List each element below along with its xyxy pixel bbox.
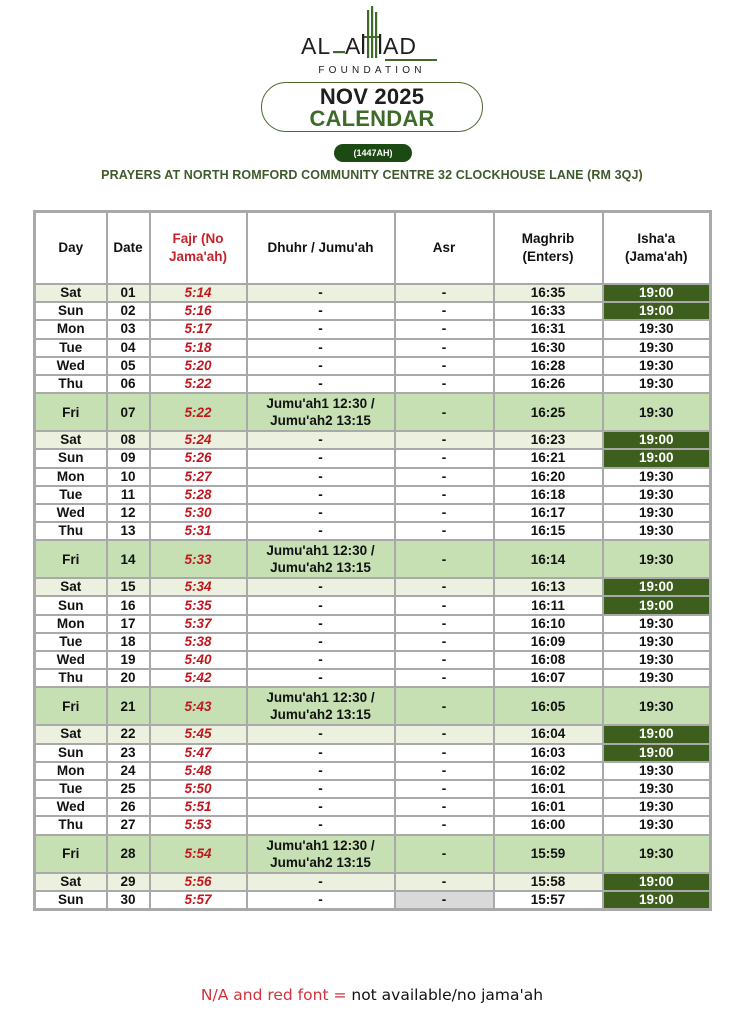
table-row xyxy=(35,284,711,302)
table-row xyxy=(35,687,711,725)
cell-asr: - xyxy=(395,615,494,633)
cell-asr: - xyxy=(395,578,494,596)
cell-maghrib: 16:28 xyxy=(494,357,603,375)
cell-asr: - xyxy=(395,873,494,891)
cell-isha: 19:30 xyxy=(603,687,711,725)
table-row xyxy=(35,393,711,431)
cell-dhuhr: - xyxy=(247,596,395,614)
table-row xyxy=(35,540,711,578)
column-header-dhuhr: Dhuhr / Jumu'ah xyxy=(247,212,395,285)
cell-isha: 19:30 xyxy=(603,468,711,486)
table-row xyxy=(35,873,711,891)
column-header-fajr xyxy=(150,212,247,285)
cell-dhuhr: - xyxy=(247,725,395,743)
calendar-title: CALENDAR xyxy=(309,106,435,131)
table-row xyxy=(35,578,711,596)
cell-date: 27 xyxy=(107,816,150,834)
cell-maghrib: 16:31 xyxy=(494,320,603,338)
cell-fajr: 5:40 xyxy=(150,651,247,669)
cell-fajr: 5:24 xyxy=(150,431,247,449)
cell-asr: - xyxy=(395,744,494,762)
cell-maghrib: 16:20 xyxy=(494,468,603,486)
cell-fajr: 5:27 xyxy=(150,468,247,486)
cell-maghrib: 16:03 xyxy=(494,744,603,762)
cell-maghrib: 16:02 xyxy=(494,762,603,780)
cell-date: 30 xyxy=(107,891,150,910)
legend-black-text: not available/no jama'ah xyxy=(351,986,544,1004)
cell-maghrib: 16:30 xyxy=(494,339,603,357)
cell-maghrib: 16:09 xyxy=(494,633,603,651)
cell-asr: - xyxy=(395,486,494,504)
cell-isha: 19:30 xyxy=(603,375,711,393)
cell-isha: 19:30 xyxy=(603,835,711,873)
cell-maghrib: 16:00 xyxy=(494,816,603,834)
cell-dhuhr: - xyxy=(247,339,395,357)
cell-asr: - xyxy=(395,431,494,449)
cell-day: Mon xyxy=(35,762,107,780)
cell-day: Thu xyxy=(35,669,107,687)
table-row xyxy=(35,615,711,633)
column-header-asr: Asr xyxy=(395,212,494,285)
cell-asr: - xyxy=(395,339,494,357)
cell-isha: 19:00 xyxy=(603,431,711,449)
cell-date: 07 xyxy=(107,393,150,431)
cell-isha: 19:30 xyxy=(603,320,711,338)
cell-isha: 19:00 xyxy=(603,744,711,762)
cell-maghrib: 16:14 xyxy=(494,540,603,578)
cell-fajr: 5:56 xyxy=(150,873,247,891)
cell-fajr: 5:38 xyxy=(150,633,247,651)
table-row xyxy=(35,320,711,338)
cell-day: Sun xyxy=(35,596,107,614)
cell-fajr: 5:31 xyxy=(150,522,247,540)
cell-maghrib: 16:15 xyxy=(494,522,603,540)
cell-date: 23 xyxy=(107,744,150,762)
cell-isha: 19:30 xyxy=(603,393,711,431)
table-body xyxy=(35,284,711,909)
prayer-timetable xyxy=(33,210,712,911)
cell-dhuhr: - xyxy=(247,284,395,302)
cell-fajr: 5:43 xyxy=(150,687,247,725)
cell-date: 29 xyxy=(107,873,150,891)
cell-day: Thu xyxy=(35,522,107,540)
cell-day: Fri xyxy=(35,393,107,431)
column-header-day: Day xyxy=(35,212,107,285)
cell-maghrib: 15:59 xyxy=(494,835,603,873)
cell-day: Sat xyxy=(35,725,107,743)
cell-maghrib: 16:07 xyxy=(494,669,603,687)
cell-maghrib: 16:21 xyxy=(494,449,603,467)
cell-day: Tue xyxy=(35,339,107,357)
cell-asr: - xyxy=(395,540,494,578)
cell-date: 15 xyxy=(107,578,150,596)
cell-isha: 19:00 xyxy=(603,596,711,614)
table-row xyxy=(35,633,711,651)
cell-dhuhr: - xyxy=(247,744,395,762)
cell-asr: - xyxy=(395,835,494,873)
cell-day: Fri xyxy=(35,687,107,725)
legend-note xyxy=(0,986,744,1004)
table-row xyxy=(35,891,711,910)
cell-day: Thu xyxy=(35,375,107,393)
cell-asr: - xyxy=(395,449,494,467)
cell-asr: - xyxy=(395,687,494,725)
table-row xyxy=(35,449,711,467)
svg-text:A: A xyxy=(345,33,361,59)
cell-isha: 19:00 xyxy=(603,725,711,743)
cell-asr: - xyxy=(395,357,494,375)
cell-date: 12 xyxy=(107,504,150,522)
cell-dhuhr: Jumu'ah1 12:30 / Jumu'ah2 13:15 xyxy=(247,687,395,725)
cell-date: 04 xyxy=(107,339,150,357)
cell-fajr: 5:30 xyxy=(150,504,247,522)
cell-isha: 19:00 xyxy=(603,302,711,320)
cell-date: 20 xyxy=(107,669,150,687)
cell-day: Sun xyxy=(35,449,107,467)
cell-date: 17 xyxy=(107,615,150,633)
cell-fajr: 5:16 xyxy=(150,302,247,320)
cell-maghrib: 16:04 xyxy=(494,725,603,743)
cell-day: Sat xyxy=(35,578,107,596)
cell-fajr: 5:28 xyxy=(150,486,247,504)
cell-maghrib: 15:58 xyxy=(494,873,603,891)
fajr-header-text: Fajr (No Jama'ah) xyxy=(169,231,227,264)
cell-fajr: 5:42 xyxy=(150,669,247,687)
cell-fajr: 5:35 xyxy=(150,596,247,614)
table-row xyxy=(35,339,711,357)
cell-isha: 19:00 xyxy=(603,449,711,467)
cell-day: Sun xyxy=(35,302,107,320)
cell-dhuhr: - xyxy=(247,633,395,651)
cell-maghrib: 16:13 xyxy=(494,578,603,596)
table-row xyxy=(35,669,711,687)
table-row xyxy=(35,780,711,798)
table-row xyxy=(35,468,711,486)
table-row xyxy=(35,504,711,522)
cell-isha: 19:30 xyxy=(603,504,711,522)
cell-isha: 19:30 xyxy=(603,339,711,357)
cell-dhuhr: Jumu'ah1 12:30 / Jumu'ah2 13:15 xyxy=(247,393,395,431)
cell-fajr: 5:53 xyxy=(150,816,247,834)
cell-isha: 19:30 xyxy=(603,615,711,633)
cell-isha: 19:30 xyxy=(603,669,711,687)
cell-fajr: 5:33 xyxy=(150,540,247,578)
cell-dhuhr: Jumu'ah1 12:30 / Jumu'ah2 13:15 xyxy=(247,540,395,578)
cell-day: Mon xyxy=(35,615,107,633)
cell-isha: 19:00 xyxy=(603,284,711,302)
cell-dhuhr: Jumu'ah1 12:30 / Jumu'ah2 13:15 xyxy=(247,835,395,873)
al-ahad-logo-mark xyxy=(297,6,447,78)
cell-maghrib: 16:25 xyxy=(494,393,603,431)
cell-dhuhr: - xyxy=(247,651,395,669)
hijri-year-badge: (1447AH) xyxy=(334,144,412,162)
cell-date: 08 xyxy=(107,431,150,449)
cell-fajr: 5:47 xyxy=(150,744,247,762)
cell-asr: - xyxy=(395,468,494,486)
cell-maghrib: 16:01 xyxy=(494,798,603,816)
cell-day: Wed xyxy=(35,504,107,522)
table-row xyxy=(35,375,711,393)
svg-text:FOUNDATION: FOUNDATION xyxy=(318,65,426,76)
cell-day: Fri xyxy=(35,540,107,578)
table-row xyxy=(35,651,711,669)
cell-asr: - xyxy=(395,780,494,798)
cell-day: Wed xyxy=(35,651,107,669)
cell-dhuhr: - xyxy=(247,798,395,816)
cell-dhuhr: - xyxy=(247,578,395,596)
cell-date: 02 xyxy=(107,302,150,320)
cell-asr: - xyxy=(395,375,494,393)
cell-fajr: 5:51 xyxy=(150,798,247,816)
cell-day: Wed xyxy=(35,357,107,375)
cell-dhuhr: - xyxy=(247,891,395,910)
cell-day: Tue xyxy=(35,780,107,798)
cell-dhuhr: - xyxy=(247,375,395,393)
table-row xyxy=(35,357,711,375)
cell-dhuhr: - xyxy=(247,762,395,780)
cell-maghrib: 16:17 xyxy=(494,504,603,522)
cell-dhuhr: - xyxy=(247,449,395,467)
cell-day: Wed xyxy=(35,798,107,816)
cell-asr: - xyxy=(395,504,494,522)
svg-text:AL: AL xyxy=(301,33,332,59)
cell-asr: - xyxy=(395,816,494,834)
cell-dhuhr: - xyxy=(247,873,395,891)
cell-asr: - xyxy=(395,798,494,816)
cell-date: 03 xyxy=(107,320,150,338)
cell-maghrib: 16:05 xyxy=(494,687,603,725)
cell-fajr: 5:34 xyxy=(150,578,247,596)
cell-fajr: 5:50 xyxy=(150,780,247,798)
table-row xyxy=(35,486,711,504)
table-row xyxy=(35,596,711,614)
cell-asr: - xyxy=(395,393,494,431)
cell-dhuhr: - xyxy=(247,486,395,504)
cell-date: 28 xyxy=(107,835,150,873)
column-header-date: Date xyxy=(107,212,150,285)
column-header-maghrib xyxy=(494,212,603,285)
cell-isha: 19:30 xyxy=(603,486,711,504)
column-header-isha xyxy=(603,212,711,285)
cell-dhuhr: - xyxy=(247,320,395,338)
cell-isha: 19:00 xyxy=(603,891,711,910)
cell-date: 25 xyxy=(107,780,150,798)
cell-day: Sun xyxy=(35,744,107,762)
cell-day: Thu xyxy=(35,816,107,834)
cell-isha: 19:30 xyxy=(603,780,711,798)
svg-text:AD: AD xyxy=(383,33,417,59)
cell-date: 10 xyxy=(107,468,150,486)
cell-isha: 19:00 xyxy=(603,873,711,891)
cell-asr: - xyxy=(395,762,494,780)
cell-isha: 19:30 xyxy=(603,522,711,540)
cell-date: 26 xyxy=(107,798,150,816)
cell-dhuhr: - xyxy=(247,780,395,798)
cell-date: 09 xyxy=(107,449,150,467)
cell-maghrib: 15:57 xyxy=(494,891,603,910)
title-badge xyxy=(261,82,483,132)
cell-dhuhr: - xyxy=(247,816,395,834)
cell-isha: 19:30 xyxy=(603,651,711,669)
cell-maghrib: 16:01 xyxy=(494,780,603,798)
cell-date: 22 xyxy=(107,725,150,743)
cell-day: Tue xyxy=(35,633,107,651)
cell-dhuhr: - xyxy=(247,615,395,633)
cell-isha: 19:30 xyxy=(603,816,711,834)
cell-asr: - xyxy=(395,284,494,302)
cell-asr: - xyxy=(395,596,494,614)
table-row xyxy=(35,431,711,449)
cell-asr: - xyxy=(395,891,494,910)
cell-fajr: 5:26 xyxy=(150,449,247,467)
cell-fajr: 5:57 xyxy=(150,891,247,910)
cell-dhuhr: - xyxy=(247,468,395,486)
cell-isha: 19:30 xyxy=(603,798,711,816)
cell-day: Sat xyxy=(35,284,107,302)
cell-fajr: 5:37 xyxy=(150,615,247,633)
cell-asr: - xyxy=(395,725,494,743)
cell-maghrib: 16:18 xyxy=(494,486,603,504)
cell-isha: 19:30 xyxy=(603,762,711,780)
cell-day: Sat xyxy=(35,431,107,449)
cell-day: Tue xyxy=(35,486,107,504)
cell-maghrib: 16:35 xyxy=(494,284,603,302)
table-row xyxy=(35,522,711,540)
cell-date: 13 xyxy=(107,522,150,540)
cell-maghrib: 16:08 xyxy=(494,651,603,669)
cell-maghrib: 16:11 xyxy=(494,596,603,614)
cell-isha: 19:30 xyxy=(603,633,711,651)
table-row xyxy=(35,762,711,780)
isha-header-text: Isha'a (Jama'ah) xyxy=(625,231,688,264)
cell-asr: - xyxy=(395,320,494,338)
cell-fajr: 5:18 xyxy=(150,339,247,357)
cell-day: Fri xyxy=(35,835,107,873)
cell-date: 11 xyxy=(107,486,150,504)
cell-day: Sun xyxy=(35,891,107,910)
cell-asr: - xyxy=(395,633,494,651)
cell-isha: 19:00 xyxy=(603,578,711,596)
cell-date: 01 xyxy=(107,284,150,302)
table-header-row xyxy=(35,212,711,285)
cell-date: 19 xyxy=(107,651,150,669)
cell-isha: 19:30 xyxy=(603,540,711,578)
cell-maghrib: 16:26 xyxy=(494,375,603,393)
foundation-logo xyxy=(0,6,744,78)
cell-fajr: 5:14 xyxy=(150,284,247,302)
cell-fajr: 5:20 xyxy=(150,357,247,375)
cell-fajr: 5:22 xyxy=(150,393,247,431)
cell-dhuhr: - xyxy=(247,431,395,449)
cell-isha: 19:30 xyxy=(603,357,711,375)
table-row xyxy=(35,835,711,873)
venue-heading: PRAYERS AT NORTH ROMFORD COMMUNITY CENTRE 32 CLOCKHOUSE LANE (RM 3QJ) xyxy=(101,168,643,182)
cell-asr: - xyxy=(395,651,494,669)
cell-fajr: 5:48 xyxy=(150,762,247,780)
table-row xyxy=(35,302,711,320)
cell-dhuhr: - xyxy=(247,669,395,687)
cell-asr: - xyxy=(395,669,494,687)
cell-maghrib: 16:10 xyxy=(494,615,603,633)
cell-dhuhr: - xyxy=(247,357,395,375)
table-row xyxy=(35,798,711,816)
cell-maghrib: 16:33 xyxy=(494,302,603,320)
cell-date: 06 xyxy=(107,375,150,393)
cell-fajr: 5:22 xyxy=(150,375,247,393)
cell-fajr: 5:45 xyxy=(150,725,247,743)
cell-dhuhr: - xyxy=(247,302,395,320)
cell-date: 18 xyxy=(107,633,150,651)
legend-red-text: N/A and red font = xyxy=(200,986,347,1004)
cell-day: Mon xyxy=(35,468,107,486)
maghrib-header-text: Maghrib (Enters) xyxy=(521,231,575,264)
cell-maghrib: 16:23 xyxy=(494,431,603,449)
cell-date: 14 xyxy=(107,540,150,578)
cell-fajr: 5:17 xyxy=(150,320,247,338)
cell-date: 24 xyxy=(107,762,150,780)
cell-day: Sat xyxy=(35,873,107,891)
cell-asr: - xyxy=(395,302,494,320)
month-year-title: NOV 2025 xyxy=(319,84,425,109)
cell-day: Mon xyxy=(35,320,107,338)
cell-date: 16 xyxy=(107,596,150,614)
cell-fajr: 5:54 xyxy=(150,835,247,873)
table-row xyxy=(35,744,711,762)
cell-dhuhr: - xyxy=(247,504,395,522)
cell-dhuhr: - xyxy=(247,522,395,540)
cell-date: 21 xyxy=(107,687,150,725)
cell-asr: - xyxy=(395,522,494,540)
cell-date: 05 xyxy=(107,357,150,375)
table-row xyxy=(35,725,711,743)
table-row xyxy=(35,816,711,834)
